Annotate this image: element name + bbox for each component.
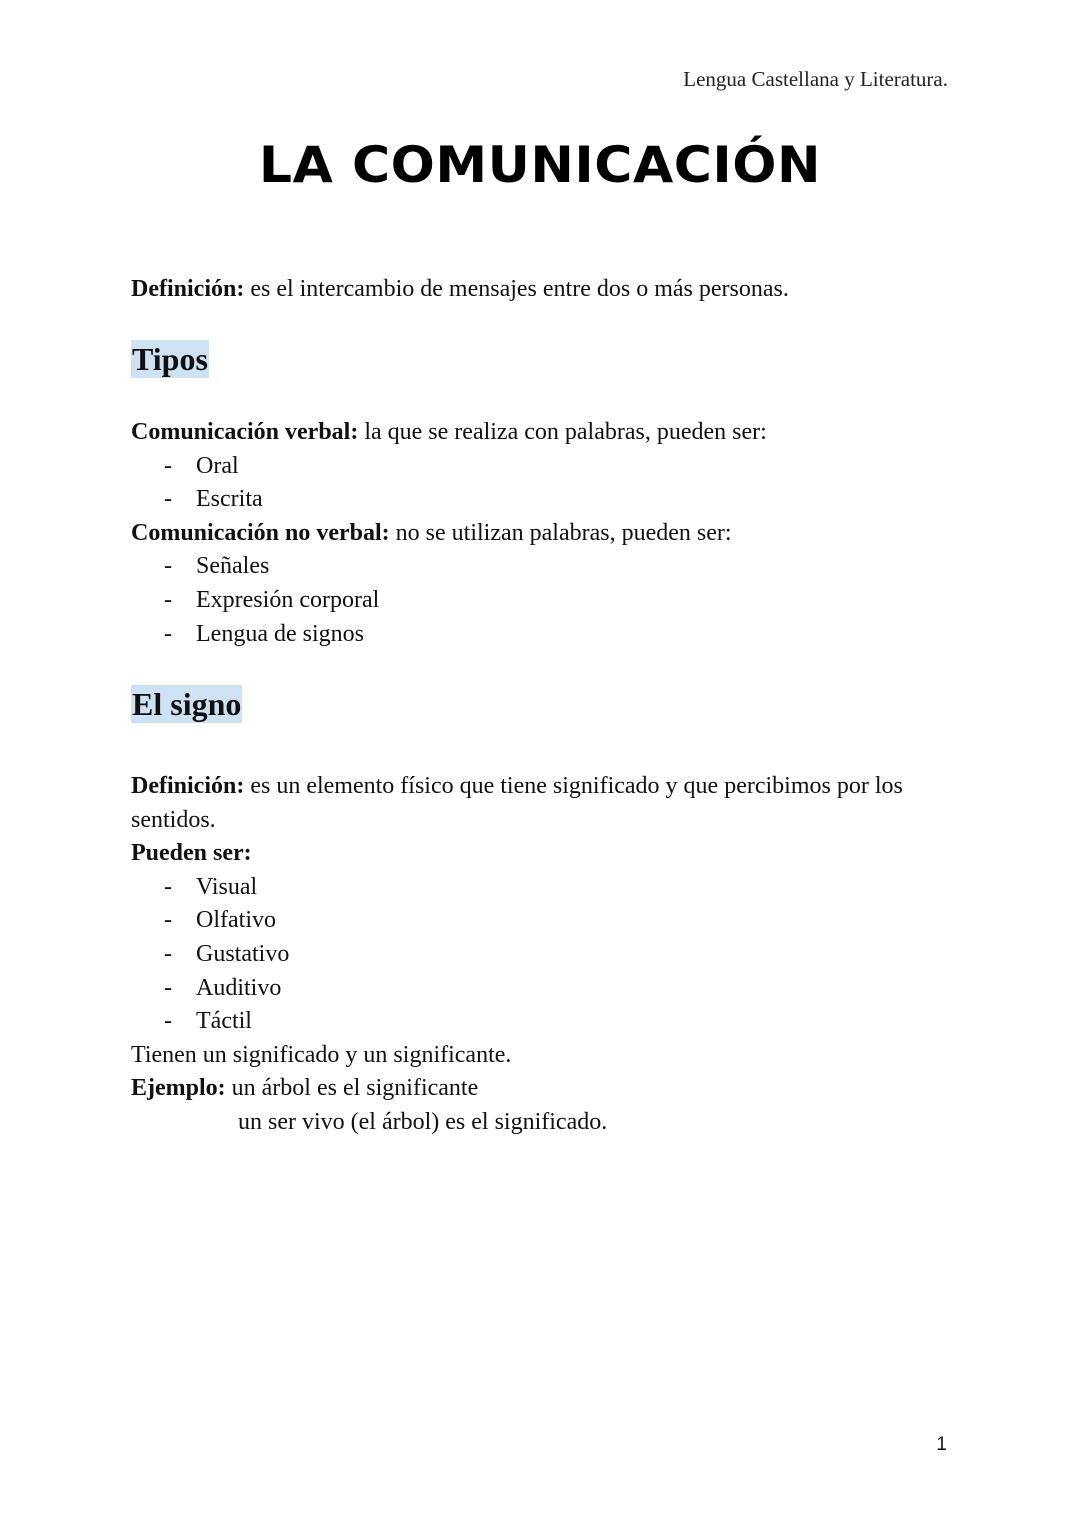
example-line1 [131,1072,951,1106]
list-dash: - [164,586,172,613]
verbal-text: la que se realiza con palabras, pueden ser: [358,419,767,445]
list-dash: - [164,452,172,479]
example-line2: un ser vivo (el árbol) es el significado. [238,1108,608,1135]
header-subject: Lengua Castellana y Literatura. [683,67,948,91]
nonverbal-definition [131,517,951,551]
page-number: 1 [936,1434,947,1455]
example-label: Ejemplo: [131,1075,226,1102]
sign-types-label: Pueden ser: [131,840,252,867]
list-item: - Táctil [131,1005,951,1039]
definition-label: Definición: [131,276,245,302]
meaning-sentence: Tienen un significado y un significante. [131,1041,512,1068]
intro-definition [131,273,951,307]
nonverbal-label: Comunicación no verbal: [131,519,390,546]
list-item: - Expresión corporal [131,584,951,618]
sign-definition-text: es un elemento físico que tiene significado y que percibimos por los [244,773,903,799]
list-item: - Escrita [131,483,951,517]
nonverbal-list [131,550,951,651]
list-dash: - [164,620,172,647]
page-title: LA COMUNICACIÓN [258,136,822,194]
nonverbal-text: no se utilizan palabras, pueden ser: [389,519,732,546]
list-item: - Señales [131,550,951,584]
example-text-1: un árbol es el significante [225,1075,479,1102]
verbal-list [131,450,951,517]
list-item: - Gustativo [131,938,951,972]
verbal-label: Comunicación verbal: [131,419,359,445]
sign-definition-line1 [131,770,951,804]
list-dash: - [164,974,172,1001]
section-sign-heading-wrap [131,685,951,726]
verbal-definition [131,416,951,450]
list-item: - Lengua de signos [131,618,951,652]
list-item: - Olfativo [131,904,951,938]
section-heading-types: Tipos [132,341,208,377]
section-types-body [131,416,951,651]
section-sign-body [131,770,951,1140]
list-dash: - [164,873,172,900]
list-dash: - [164,486,172,513]
list-dash: - [164,1008,172,1035]
section-heading-sign: El signo [132,686,242,722]
sign-types-list [131,871,951,1039]
sign-definition-line2: sentidos. [131,806,216,833]
list-dash: - [164,553,172,580]
definition-text: es el intercambio de mensajes entre dos o más personas. [244,276,789,302]
list-dash: - [164,907,172,934]
list-item: - Visual [131,871,951,905]
list-item: - Auditivo [131,972,951,1006]
section-types-heading-wrap [131,340,951,381]
list-item: - Oral [131,450,951,484]
sign-definition-label: Definición: [131,773,245,799]
list-dash: - [164,940,172,967]
